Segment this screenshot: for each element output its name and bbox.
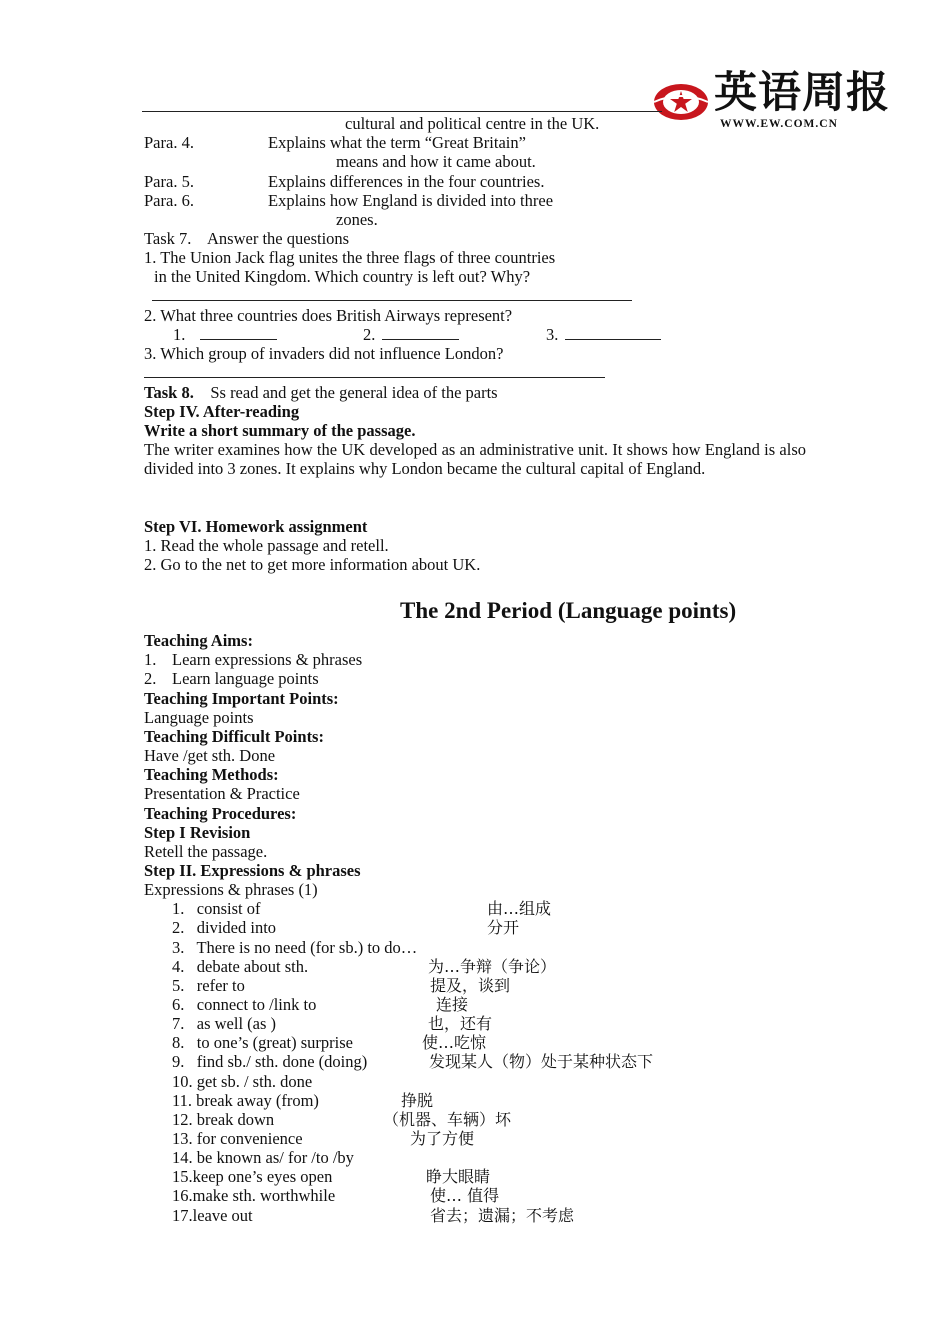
step1-heading: Step I Revision: [144, 823, 251, 842]
phrase-en: 9. find sb./ sth. done (doing): [172, 1052, 368, 1071]
phrase-en: 12. break down: [172, 1110, 275, 1129]
phrase-en: 4. debate about sth.: [172, 957, 309, 976]
para-desc: Explains differences in the four countries.: [268, 172, 545, 191]
para-label: Para. 6.: [144, 191, 194, 210]
methods-text: Presentation & Practice: [144, 784, 300, 803]
aim-item: Learn language points: [172, 669, 319, 688]
summary-paragraph: The writer examines how the UK developed as an administrative unit. It shows how England is also divided into 3 zones. It explains why London became the cultural capital of England.: [144, 440, 806, 479]
para-label: Para. 5.: [144, 172, 194, 191]
task7-q2: 2. What three countries does British Airways represent?: [144, 306, 513, 325]
phrase-cn: 省去；遗漏；不考虑: [430, 1206, 575, 1225]
star-emblem-icon: [652, 82, 710, 122]
aim-number: 2.: [144, 669, 157, 688]
phrase-cn: 为了方便: [410, 1129, 475, 1148]
phrase-en: 11. break away (from): [172, 1091, 319, 1110]
phrase-cn: 分开: [487, 918, 520, 937]
phrase-en: 13. for convenience: [172, 1129, 303, 1148]
task6-cont-text: cultural and political centre in the UK.: [345, 114, 600, 133]
phrase-cn: 连接: [436, 995, 469, 1014]
task8-label: Task 8.: [144, 383, 194, 402]
methods-label: Teaching Methods:: [144, 765, 279, 784]
task7-q3-answer-blank[interactable]: [144, 363, 605, 382]
phrase-cn: （机器、车辆）坏: [383, 1110, 512, 1129]
phrase-en: 6. connect to /link to: [172, 995, 317, 1014]
phrase-cn: 发现某人（物）处于某种状态下: [429, 1052, 654, 1071]
phrase-cn: 挣脱: [401, 1091, 434, 1110]
phrase-cn: 使… 值得: [430, 1186, 500, 1205]
task7-heading: Task 7. Answer the questions: [144, 229, 350, 248]
aim-number: 1.: [144, 650, 157, 669]
phrase-cn: 使…吃惊: [422, 1033, 487, 1052]
step2-heading: Step II. Expressions & phrases: [144, 861, 361, 880]
task7-q3: 3. Which group of invaders did not influence London?: [144, 344, 504, 363]
task7-q2-blank2[interactable]: [382, 325, 459, 344]
phrase-cn: 为…争辩（争论）: [428, 957, 557, 976]
para-label: Para. 4.: [144, 133, 194, 152]
phrase-en: 16.make sth. worthwhile: [172, 1186, 336, 1205]
para-desc-cont: zones.: [336, 210, 378, 229]
task7-q2-blank2-label: 2.: [363, 325, 376, 344]
logo-url: WWW.EW.COM.CN: [720, 118, 838, 130]
phrase-en: 7. as well (as ): [172, 1014, 277, 1033]
step2-subheading: Expressions & phrases (1): [144, 880, 318, 899]
task7-q1-line2: in the United Kingdom. Which country is left out? Why?: [154, 267, 531, 286]
phrase-cn: 提及，谈到: [430, 976, 511, 995]
aims-label: Teaching Aims:: [144, 631, 253, 650]
phrase-en: 1. consist of: [172, 899, 261, 918]
para-desc: Explains how England is divided into three: [268, 191, 554, 210]
task7-q2-blank3-label: 3.: [546, 325, 559, 344]
phrase-en: 14. be known as/ for /to /by: [172, 1148, 354, 1167]
phrase-cn: 睁大眼睛: [426, 1167, 491, 1186]
procedures-label: Teaching Procedures:: [144, 804, 297, 823]
phrase-cn: 也，还有: [428, 1014, 493, 1033]
step4-subheading: Write a short summary of the passage.: [144, 421, 416, 440]
task7-q2-blank3[interactable]: [565, 325, 661, 344]
para-desc-cont: means and how it came about.: [336, 152, 536, 171]
logo-chinese-title: 英语周报: [714, 68, 890, 118]
task7-q2-blank1-label: 1.: [173, 325, 186, 344]
task8-text: Ss read and get the general idea of the parts: [210, 383, 498, 402]
phrase-en: 8. to one’s (great) surprise: [172, 1033, 353, 1052]
phrase-cn: 由…组成: [487, 899, 552, 918]
difficult-points-label: Teaching Difficult Points:: [144, 727, 324, 746]
section-title: The 2nd Period (Language points): [400, 598, 737, 623]
step4-heading: Step IV. After-reading: [144, 402, 300, 421]
step6-heading: Step VI. Homework assignment: [144, 517, 368, 536]
homework-item: 1. Read the whole passage and retell.: [144, 536, 389, 555]
important-points-label: Teaching Important Points:: [144, 689, 339, 708]
aim-item: Learn expressions & phrases: [172, 650, 363, 669]
task7-q1-answer-blank[interactable]: [152, 286, 632, 305]
task7-q2-blank1[interactable]: [200, 325, 277, 344]
para-desc: Explains what the term “Great Britain”: [268, 133, 526, 152]
phrase-en: 5. refer to: [172, 976, 245, 995]
header-rule: [142, 111, 662, 112]
difficult-points-text: Have /get sth. Done: [144, 746, 276, 765]
phrase-en: 17.leave out: [172, 1206, 253, 1225]
step1-text: Retell the passage.: [144, 842, 268, 861]
newspaper-logo: [652, 68, 890, 132]
task8-line: [144, 383, 498, 402]
phrase-en: 10. get sb. / sth. done: [172, 1072, 313, 1091]
important-points-text: Language points: [144, 708, 254, 727]
phrase-en: 3. There is no need (for sb.) to do…: [172, 938, 418, 957]
homework-item: 2. Go to the net to get more information about UK.: [144, 555, 481, 574]
task7-q1-line1: 1. The Union Jack flag unites the three flags of three countries: [144, 248, 556, 267]
phrase-en: 15.keep one’s eyes open: [172, 1167, 333, 1186]
phrase-en: 2. divided into: [172, 918, 277, 937]
